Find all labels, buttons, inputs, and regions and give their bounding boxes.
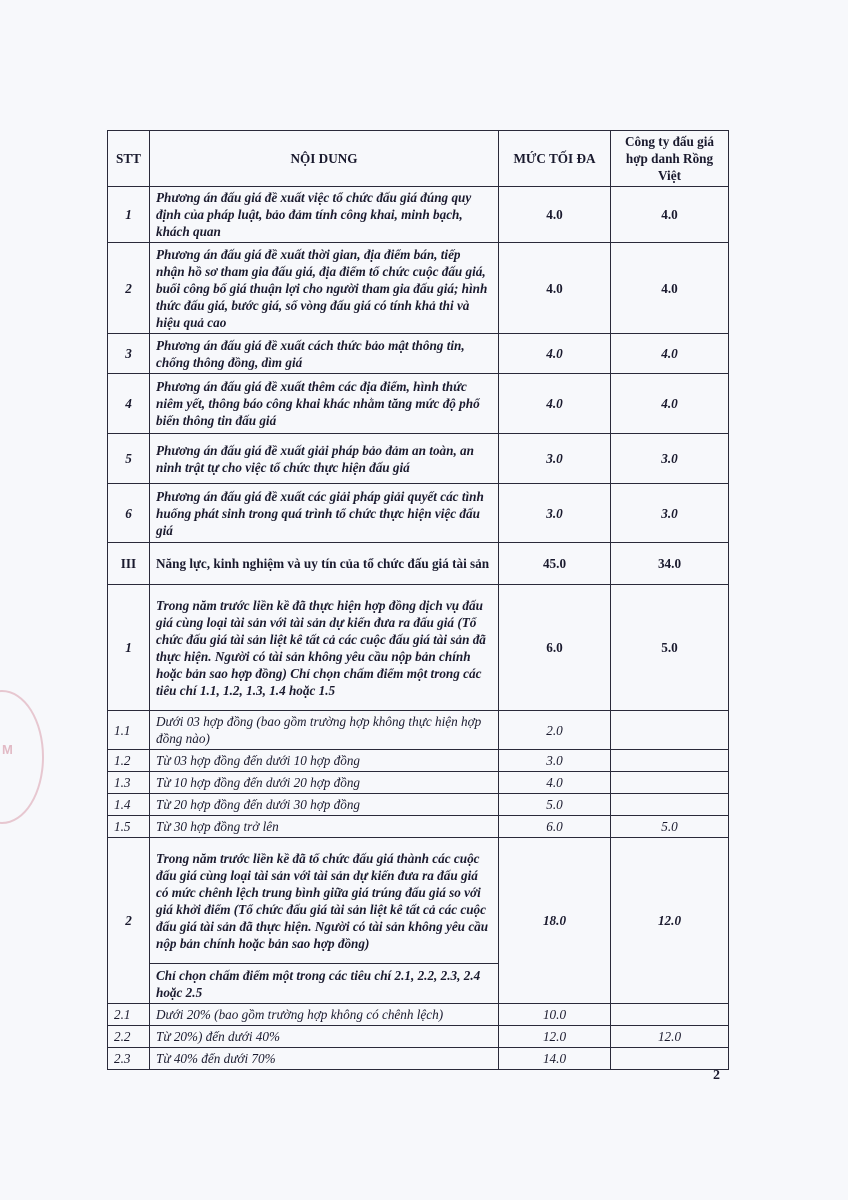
- header-company: Công ty đấu giá hợp danh Rồng Việt: [611, 131, 729, 187]
- row-max: 3.0: [499, 434, 611, 484]
- row-score: [611, 1048, 729, 1070]
- row-max: 4.0: [499, 187, 611, 243]
- row-stt: 1.4: [108, 794, 150, 816]
- row-stt: 1: [108, 585, 150, 711]
- row-max: 14.0: [499, 1048, 611, 1070]
- row-score: [611, 711, 729, 750]
- row-score: 4.0: [611, 374, 729, 434]
- row-content: Phương án đấu giá đề xuất thời gian, địa điểm bán, tiếp nhận hồ sơ tham gia đấu giá, địa điểm tổ chức cuộc đấu giá, buổi công bố giá thuận lợi cho người tham gia đấu giá; hình thức đấu giá, bước giá, số vòng đấu giá có tính khả thi và hiệu quả cao: [150, 243, 499, 334]
- table-row: [108, 585, 729, 711]
- row-content: Phương án đấu giá đề xuất việc tổ chức đấu giá đúng quy định của pháp luật, bảo đảm tính công khai, minh bạch, khách quan: [150, 187, 499, 243]
- row-score: [611, 750, 729, 772]
- row-stt: 1.3: [108, 772, 150, 794]
- row-score: [611, 1004, 729, 1026]
- row-stt: 2: [108, 838, 150, 1004]
- row-content: Từ 03 hợp đồng đến dưới 10 hợp đồng: [150, 750, 499, 772]
- row-content-note: Chỉ chọn chấm điểm một trong các tiêu chí 2.1, 2.2, 2.3, 2.4 hoặc 2.5: [150, 964, 499, 1004]
- row-stt: 1.5: [108, 816, 150, 838]
- row-max: 6.0: [499, 585, 611, 711]
- header-max: MỨC TỐI ĐA: [499, 131, 611, 187]
- row-score: 4.0: [611, 187, 729, 243]
- row-score: [611, 794, 729, 816]
- table-row: [108, 816, 729, 838]
- row-stt: 2: [108, 243, 150, 334]
- row-max: 4.0: [499, 243, 611, 334]
- table-header-row: [108, 131, 729, 187]
- row-stt: 1.1: [108, 711, 150, 750]
- row-stt: 1.2: [108, 750, 150, 772]
- table-row: [108, 772, 729, 794]
- row-content: Phương án đấu giá đề xuất cách thức bảo mật thông tin, chống thông đồng, dìm giá: [150, 334, 499, 374]
- row-content: Năng lực, kinh nghiệm và uy tín của tổ chức đấu giá tài sản: [150, 543, 499, 585]
- row-max: 4.0: [499, 334, 611, 374]
- row-max: 5.0: [499, 794, 611, 816]
- row-max: 45.0: [499, 543, 611, 585]
- table-row: [108, 794, 729, 816]
- row-max: 6.0: [499, 816, 611, 838]
- row-content: Trong năm trước liền kề đã tổ chức đấu giá thành các cuộc đấu giá cùng loại tài sản với tài sản dự kiến đưa ra đấu giá có mức chênh lệch trung bình giữa giá trúng đấu giá so với giá khởi điểm (Tổ chức đấu giá tài sản liệt kê tất cả các cuộc đấu giá tài sản đã thực hiện. Người có tài sản không yêu cầu nộp bản chính hoặc bản sao hợp đồng): [150, 838, 499, 964]
- stamp-mark: [0, 690, 44, 824]
- row-stt: 2.3: [108, 1048, 150, 1070]
- row-content: Từ 20 hợp đồng đến dưới 30 hợp đồng: [150, 794, 499, 816]
- row-max: 18.0: [499, 838, 611, 1004]
- row-stt: 2.2: [108, 1026, 150, 1048]
- row-max: 4.0: [499, 772, 611, 794]
- row-stt: 1: [108, 187, 150, 243]
- row-content: Dưới 20% (bao gồm trường hợp không có chênh lệch): [150, 1004, 499, 1026]
- row-stt: 3: [108, 334, 150, 374]
- table-row: [108, 374, 729, 434]
- row-score: 3.0: [611, 484, 729, 543]
- header-stt: STT: [108, 131, 150, 187]
- row-stt: 4: [108, 374, 150, 434]
- row-score: 34.0: [611, 543, 729, 585]
- row-stt: 6: [108, 484, 150, 543]
- row-max: 4.0: [499, 374, 611, 434]
- row-content: Từ 40% đến dưới 70%: [150, 1048, 499, 1070]
- row-max: 10.0: [499, 1004, 611, 1026]
- table-row: [108, 334, 729, 374]
- row-score: 12.0: [611, 838, 729, 1004]
- table-row: [108, 1048, 729, 1070]
- page-number: 2: [713, 1068, 720, 1083]
- row-content: Phương án đấu giá đề xuất giải pháp bảo đảm an toàn, an ninh trật tự cho việc tổ chức thực hiện đấu giá: [150, 434, 499, 484]
- row-score: [611, 772, 729, 794]
- row-score: 4.0: [611, 334, 729, 374]
- row-stt: 2.1: [108, 1004, 150, 1026]
- table-row: [108, 434, 729, 484]
- row-content: Từ 10 hợp đồng đến dưới 20 hợp đồng: [150, 772, 499, 794]
- table-row: [108, 711, 729, 750]
- table-row: [108, 838, 729, 964]
- row-score: 12.0: [611, 1026, 729, 1048]
- table-section-row: [108, 543, 729, 585]
- row-content: Trong năm trước liền kề đã thực hiện hợp đồng dịch vụ đấu giá cùng loại tài sản với tài sản dự kiến đưa ra đấu giá (Tổ chức đấu giá tài sản liệt kê tất cả các cuộc đấu giá tài sản đã thực hiện. Người có tài sản không yêu cầu nộp bản chính hoặc bản sao hợp đồng) Chỉ chọn chấm điểm một trong các tiêu chí 1.1, 1.2, 1.3, 1.4 hoặc 1.5: [150, 585, 499, 711]
- row-content: Từ 20%) đến dưới 40%: [150, 1026, 499, 1048]
- row-max: 12.0: [499, 1026, 611, 1048]
- stamp-text: M: [2, 742, 13, 757]
- row-max: 2.0: [499, 711, 611, 750]
- header-content: NỘI DUNG: [150, 131, 499, 187]
- row-max: 3.0: [499, 750, 611, 772]
- table-row: [108, 484, 729, 543]
- row-content: Phương án đấu giá đề xuất thêm các địa điểm, hình thức niêm yết, thông báo công khai khác nhằm tăng mức độ phổ biến thông tin đấu giá: [150, 374, 499, 434]
- row-score: 3.0: [611, 434, 729, 484]
- row-stt: III: [108, 543, 150, 585]
- table-row: [108, 1004, 729, 1026]
- row-content: Từ 30 hợp đồng trở lên: [150, 816, 499, 838]
- row-content: Phương án đấu giá đề xuất các giải pháp giải quyết các tình huống phát sinh trong quá trình tổ chức thực hiện việc đấu giá: [150, 484, 499, 543]
- table-row: [108, 243, 729, 334]
- table-row: [108, 750, 729, 772]
- row-score: 5.0: [611, 585, 729, 711]
- row-max: 3.0: [499, 484, 611, 543]
- row-content: Dưới 03 hợp đồng (bao gồm trường hợp không thực hiện hợp đồng nào): [150, 711, 499, 750]
- row-score: 5.0: [611, 816, 729, 838]
- row-stt: 5: [108, 434, 150, 484]
- scoring-table: [107, 130, 729, 1070]
- table-row: [108, 187, 729, 243]
- table-row: [108, 1026, 729, 1048]
- row-score: 4.0: [611, 243, 729, 334]
